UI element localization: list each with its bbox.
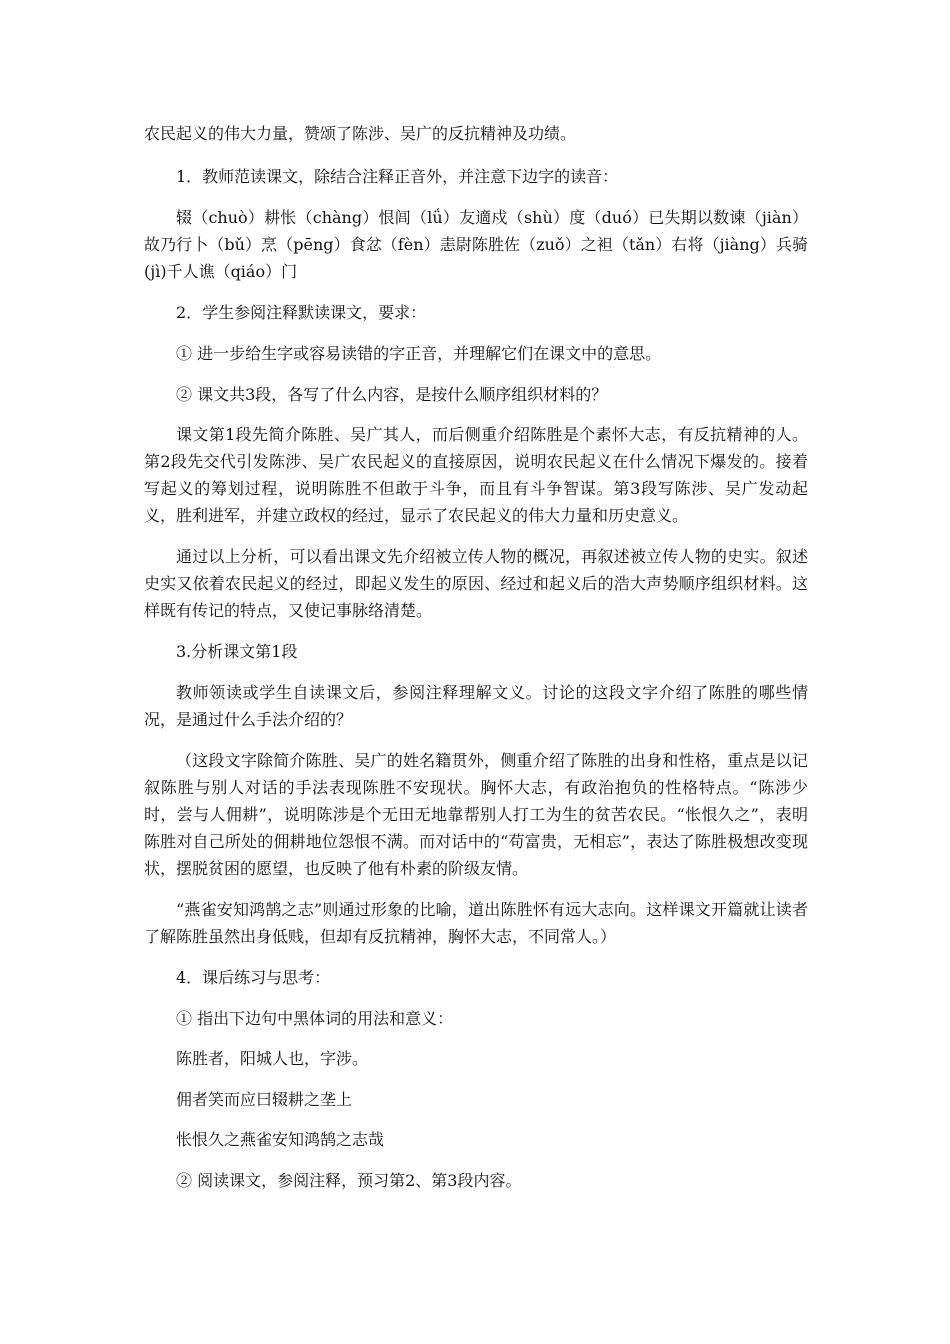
example-sentence-2: 佣者笑而应曰辍耕之垄上 [176, 1090, 353, 1109]
requirement-1: ① 进一步给生字或容易读错的字正音，并理解它们在课文中的意思。 [176, 344, 662, 363]
example-sentence-3: 怅恨久之燕雀安知鸿鹄之志哉 [176, 1130, 385, 1149]
requirement-2: ② 课文共3段，各写了什么内容，是按什么顺序组织材料的？ [176, 385, 608, 404]
metaphor-paragraph: “燕雀安知鸿鹄之志”则通过形象的比喻，道出陈胜怀有远大志向。这样课文开篇就让读者了解陈胜虽然出身低贱，但却有反抗精神，胸怀大志，不同常人。） [144, 900, 808, 946]
discussion-question: 教师领读或学生自读课文后，参阅注释理解文义。讨论的这段文字介绍了陈胜的哪些情况，是通过什么手法介绍的？ [144, 683, 808, 729]
analysis-answer-paragraph: （这段文字除简介陈胜、吴广的姓名籍贯外，侧重介绍了陈胜的出身和性格，重点是以记叙陈胜与别人对话的手法表现陈胜不安现状。胸怀大志，有政治抱负的性格特点。“陈涉少时，尝与人佣耕”，说明陈涉是个无田无地靠帮别人打工为生的贫苦农民。“怅恨久之”，表明陈胜对自己所处的佣耕地位怨恨不满。而对话中的“苟富贵，无相忘”，表达了陈胜极想改变现状，摆脱贫困的愿望，也反映了他有朴素的阶级友情。 [144, 751, 808, 878]
step-4-heading: 4．课后练习与思考： [176, 968, 331, 987]
exercise-1: ① 指出下边句中黑体词的用法和意义： [176, 1009, 454, 1028]
paragraph-intro-end: 农民起义的伟大力量，赞颂了陈涉、吴广的反抗精神及功绩。 [144, 124, 577, 143]
step-3-heading: 3.分析课文第1段 [176, 642, 298, 661]
summary-paragraph: 通过以上分析，可以看出课文先介绍被立传人物的概况，再叙述被立传人物的史实。叙述史实又依着农民起义的经过，即起义发生的原因、经过和起义后的浩大声势顺序组织材料。这样既有传记的特点，又使记事脉络清楚。 [144, 547, 808, 620]
step-1-heading: 1．教师范读课文，除结合注释正音外，并注意下边字的读音： [176, 167, 619, 186]
pronunciation-list: 辍（chuò）耕怅（chàng）恨闾（lǘ）友適戍（shù）度（duó）已失期以数谏（jiàn）故乃行卜（bǔ）烹（pēng）食忿（fèn）恚尉陈胜佐（zuǒ）之袒（tǎn）右将（jiàng）兵骑(jì)千人谯（qiáo）门 [144, 208, 808, 281]
exercise-2: ② 阅读课文，参阅注释，预习第2、第3段内容。 [176, 1171, 522, 1190]
structure-analysis-paragraph: 课文第1段先简介陈胜、吴广其人，而后侧重介绍陈胜是个素怀大志，有反抗精神的人。第2段先交代引发陈涉、吴广农民起义的直接原因，说明农民起义在什么情况下爆发的。接着写起义的筹划过程，说明陈胜不但敢于斗争，而且有斗争智谋。第3段写陈涉、吴广发动起义，胜利进军，并建立政权的经过，显示了农民起义的伟大力量和历史意义。 [144, 425, 808, 525]
step-2-heading: 2．学生参阅注释默读课文，要求： [176, 303, 427, 322]
example-sentence-1: 陈胜者，阳城人也，字涉。 [176, 1049, 369, 1068]
